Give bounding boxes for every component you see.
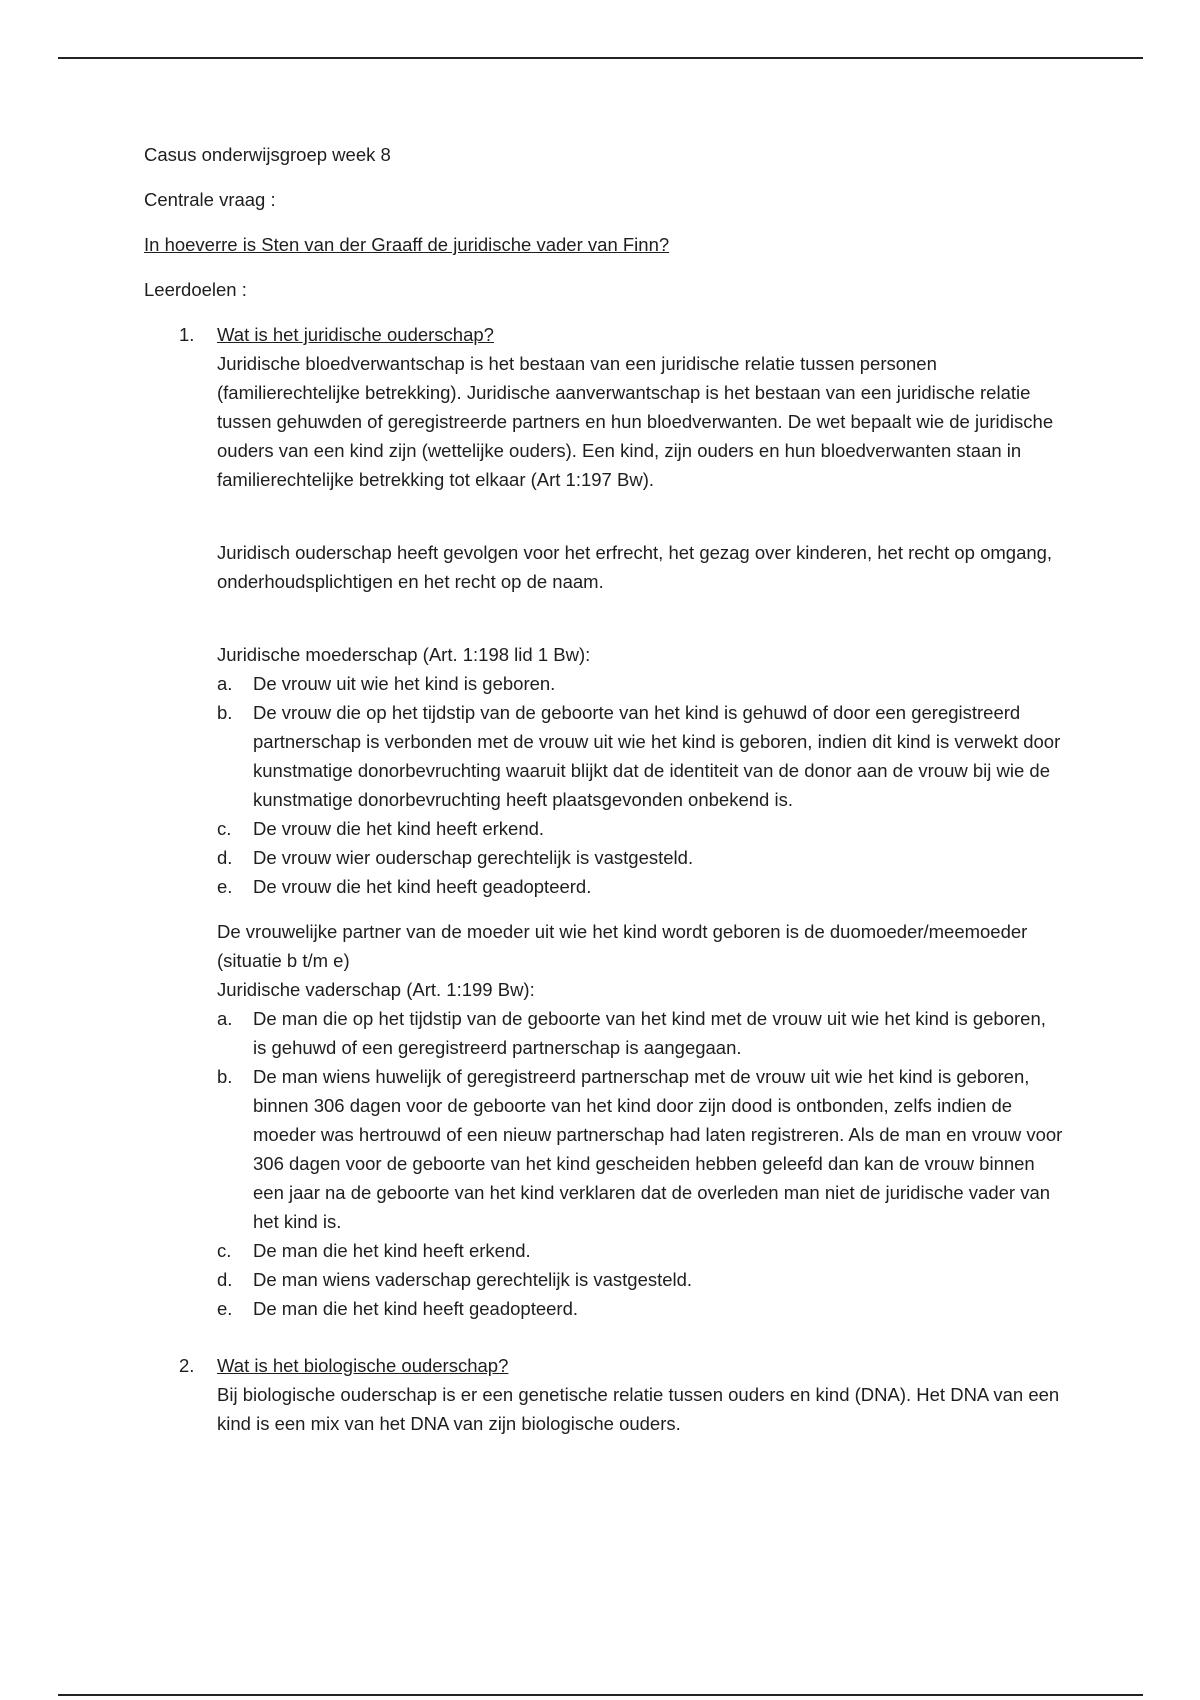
document-body	[144, 140, 1064, 1438]
father-list	[217, 1004, 1064, 1323]
father-item-a: a. De man die op het tijdstip van de geboorte van het kind met de vrouw uit wie het kind is geboren, is gehuwd of een geregistreerd partnerschap is aangegaan.	[217, 1008, 1046, 1058]
question-2-title: Wat is het biologische ouderschap?	[217, 1355, 509, 1376]
mother-item-a: a. De vrouw uit wie het kind is geboren.	[217, 673, 556, 694]
mother-heading: Juridische moederschap (Art. 1:198 lid 1 Bw):	[217, 644, 591, 665]
father-item-e: e. De man die het kind heeft geadopteerd.	[217, 1298, 579, 1319]
central-question-label: Centrale vraag :	[144, 189, 276, 210]
central-question: In hoeverre is Sten van der Graaff de juridische vader van Finn?	[144, 234, 670, 255]
question-1-paragraph-1: Juridische bloedverwantschap is het bestaan van een juridische relatie tussen personen (familierechtelijke betrekking). Juridische aanverwantschap is het bestaan van een juridische relatie tussen gehuwden of geregistreerde partners en hun bloedverwanten. De wet bepaalt wie de juridische ouders van een kind zijn (wettelijke ouders). Een kind, zijn ouders en hun bloedverwanten staan in familierechtelijke betrekking tot elkaar (Art 1:197 Bw).	[217, 353, 1054, 490]
question-1	[144, 320, 1064, 1323]
learning-goals-label: Leerdoelen :	[144, 279, 247, 300]
document-title: Casus onderwijsgroep week 8	[144, 144, 391, 165]
top-rule	[58, 57, 1143, 59]
question-1-number: 1.	[179, 324, 195, 345]
father-item-b: b. De man wiens huwelijk of geregistreerd partnerschap met de vrouw uit wie het kind is geboren, binnen 306 dagen voor de geboorte van het kind door zijn dood is ontbonden, zelfs indien de moeder was hertrouwd of een nieuw partnerschap had laten registreren. Als de man en vrouw voor 306 dagen voor de geboorte van het kind gescheiden hebben geleefd dan kan de vrouw binnen een jaar na de geboorte van het kind verklaren dat de overleden man niet de juridische vader van het kind is.	[217, 1066, 1063, 1232]
mother-item-d: d. De vrouw wier ouderschap gerechtelijk is vastgesteld.	[217, 847, 694, 868]
father-item-d: d. De man wiens vaderschap gerechtelijk is vastgesteld.	[217, 1269, 693, 1290]
question-1-title: Wat is het juridische ouderschap?	[217, 324, 494, 345]
father-heading: Juridische vaderschap (Art. 1:199 Bw):	[217, 979, 535, 1000]
bottom-rule	[58, 1694, 1143, 1696]
mother-list	[217, 669, 1064, 901]
mother-item-b: b. De vrouw die op het tijdstip van de geboorte van het kind is gehuwd of door een geregistreerd partnerschap is verbonden met de vrouw uit wie het kind is geboren, indien dit kind is verwekt door kunstmatige donorbevruchting waaruit blijkt dat de identiteit van de donor aan de vrouw bij wie de kunstmatige donorbevruchting heeft plaatsgevonden onbekend is.	[217, 702, 1061, 810]
question-2-paragraph-1: Bij biologische ouderschap is er een genetische relatie tussen ouders en kind (DNA). Het DNA van een kind is een mix van het DNA van zijn biologische ouders.	[217, 1384, 1060, 1434]
father-item-c: c. De man die het kind heeft erkend.	[217, 1240, 531, 1261]
mother-item-e: e. De vrouw die het kind heeft geadopteerd.	[217, 876, 592, 897]
duomother-paragraph: De vrouwelijke partner van de moeder uit wie het kind wordt geboren is de duomoeder/meemoeder (situatie b t/m e)	[217, 921, 1028, 971]
question-1-paragraph-2: Juridisch ouderschap heeft gevolgen voor het erfrecht, het gezag over kinderen, het recht op omgang, onderhoudsplichtigen en het recht op de naam.	[217, 542, 1053, 592]
question-2	[144, 1351, 1064, 1438]
mother-item-c: c. De vrouw die het kind heeft erkend.	[217, 818, 545, 839]
question-2-number: 2.	[179, 1355, 195, 1376]
